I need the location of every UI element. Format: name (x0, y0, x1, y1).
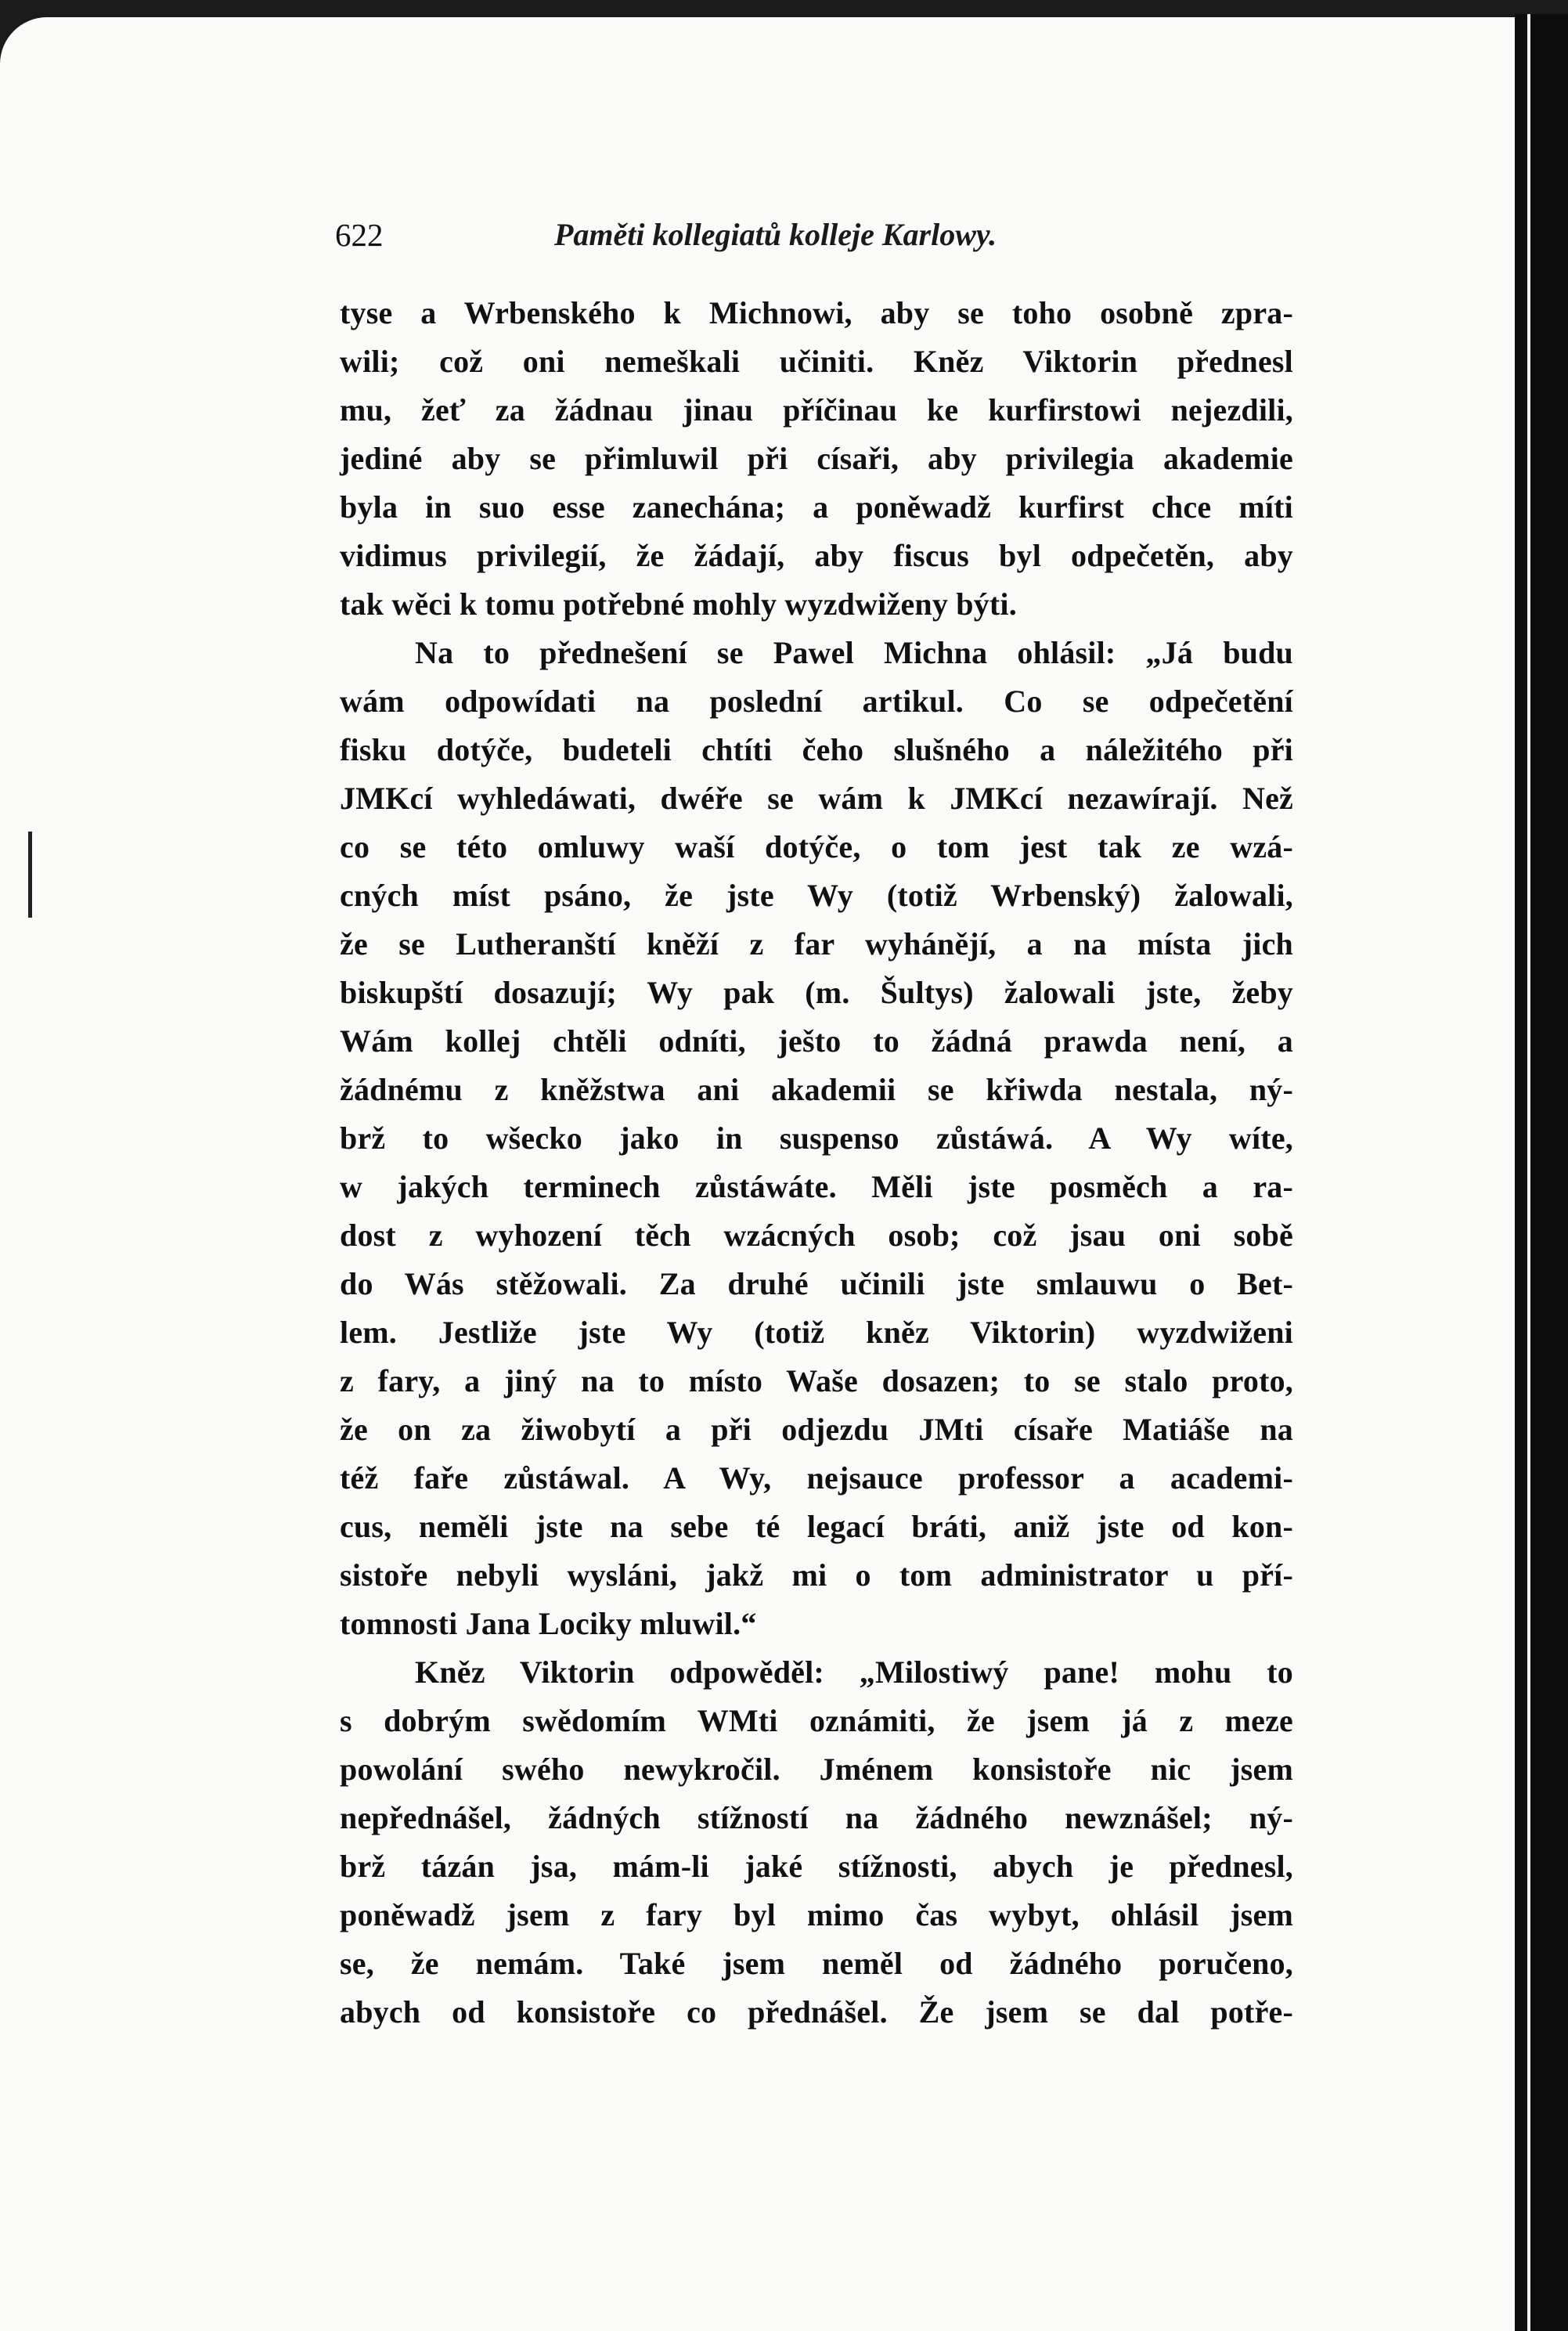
page-number: 622 (335, 217, 384, 253)
text-line: Na to přednešení se Pawel Michna ohlásil: „Já budu (415, 635, 1293, 670)
text-line: s dobrým swědomím WMti oznámiti, že jsem já z meze (340, 1703, 1293, 1738)
text-line: že se Lutheranští kněží z far wyhánějí, a na místa jich (340, 926, 1293, 962)
text-line: dost z wyhození těch wzácných osob; což jsau oni sobě (340, 1218, 1293, 1253)
book-page (0, 17, 1515, 2331)
text-line: mu, žeť za žádnau jinau příčinau ke kurfirstowi nejezdili, (340, 392, 1293, 428)
text-line: též faře zůstáwal. A Wy, nejsauce professor a academi- (340, 1460, 1293, 1496)
text-line: wám odpowídati na poslední artikul. Co se odpečetění (340, 684, 1293, 719)
text-line: cus, neměli jste na sebe té legací bráti, aniž jste od kon- (340, 1509, 1293, 1544)
text-line: Kněz Viktorin odpowěděl: „Milostiwý pane! mohu to (415, 1654, 1293, 1690)
text-line: nepřednášel, žádných stížností na žádného newznášel; ný- (340, 1800, 1293, 1835)
text-line: abych od konsistoře co přednášel. Že jsem se dal potře- (340, 1994, 1293, 2030)
text-line: cných míst psáno, že jste Wy (totiž Wrbenský) žalowali, (340, 878, 1293, 913)
text-line: lem. Jestliže jste Wy (totiž kněz Viktorin) wyzdwiženi (340, 1315, 1293, 1350)
text-line: fisku dotýče, budeteli chtíti čeho slušného a náležitého při (340, 732, 1293, 767)
text-line: JMKcí wyhledáwati, dwéře se wám k JMKcí nezawírají. Než (340, 781, 1293, 816)
text-line: co se této omluwy waší dotýče, o tom jest tak ze wzá- (340, 829, 1293, 864)
text-line: biskupští dosazují; Wy pak (m. Šultys) žalowali jste, žeby (340, 975, 1293, 1010)
body-text (340, 289, 1293, 2037)
text-line: z fary, a jiný na to místo Waše dosazen; to se stalo proto, (340, 1363, 1293, 1398)
page-header (335, 216, 1055, 263)
text-line: žádnému z kněžstwa ani akademii se křiwda nestala, ný- (340, 1072, 1293, 1107)
text-line: Wám kollej chtěli odníti, ješto to žádná prawda není, a (340, 1023, 1293, 1059)
binding-mark (28, 832, 32, 918)
text-line: byla in suo esse zanechána; a poněwadž kurfirst chce míti (340, 489, 1293, 525)
text-line: tak wěci k tomu potřebné mohly wyzdwiženy býti. (340, 586, 1017, 622)
page-edge-line (1527, 14, 1530, 2331)
text-line: brž tázán jsa, mám-li jaké stížnosti, abych je přednesl, (340, 1849, 1293, 1884)
text-line: wili; což oni nemeškali učiniti. Kněz Viktorin přednesl (340, 344, 1293, 379)
text-line: tyse a Wrbenského k Michnowi, aby se toho osobně zpra- (340, 295, 1293, 330)
text-line: sistoře nebyli wysláni, jakž mi o tom administrator u pří- (340, 1557, 1293, 1593)
text-line: že on za žiwobytí a při odjezdu JMti císaře Matiáše na (340, 1412, 1293, 1447)
running-title: Paměti kollegiatů kolleje Karlowy. (554, 217, 997, 252)
text-line: tomnosti Jana Lociky mluwil.“ (340, 1606, 757, 1641)
text-line: do Wás stěžowali. Za druhé učinili jste smlauwu o Bet- (340, 1266, 1293, 1301)
text-line: jediné aby se přimluwil při císaři, aby privilegia akademie (340, 441, 1293, 476)
text-line: vidimus privilegií, že žádají, aby fiscus byl odpečetěn, aby (340, 538, 1293, 573)
text-line: se, že nemám. Také jsem neměl od žádného poručeno, (340, 1946, 1293, 1981)
scan-edge (1515, 14, 1568, 2331)
text-line: brž to wšecko jako in suspenso zůstáwá. A Wy wíte, (340, 1120, 1293, 1156)
text-line: poněwadž jsem z fary byl mimo čas wybyt, ohlásil jsem (340, 1897, 1293, 1932)
text-line: w jakých terminech zůstáwáte. Měli jste posměch a ra- (340, 1169, 1293, 1204)
text-line: powolání swého newykročil. Jménem konsistoře nic jsem (340, 1752, 1293, 1787)
